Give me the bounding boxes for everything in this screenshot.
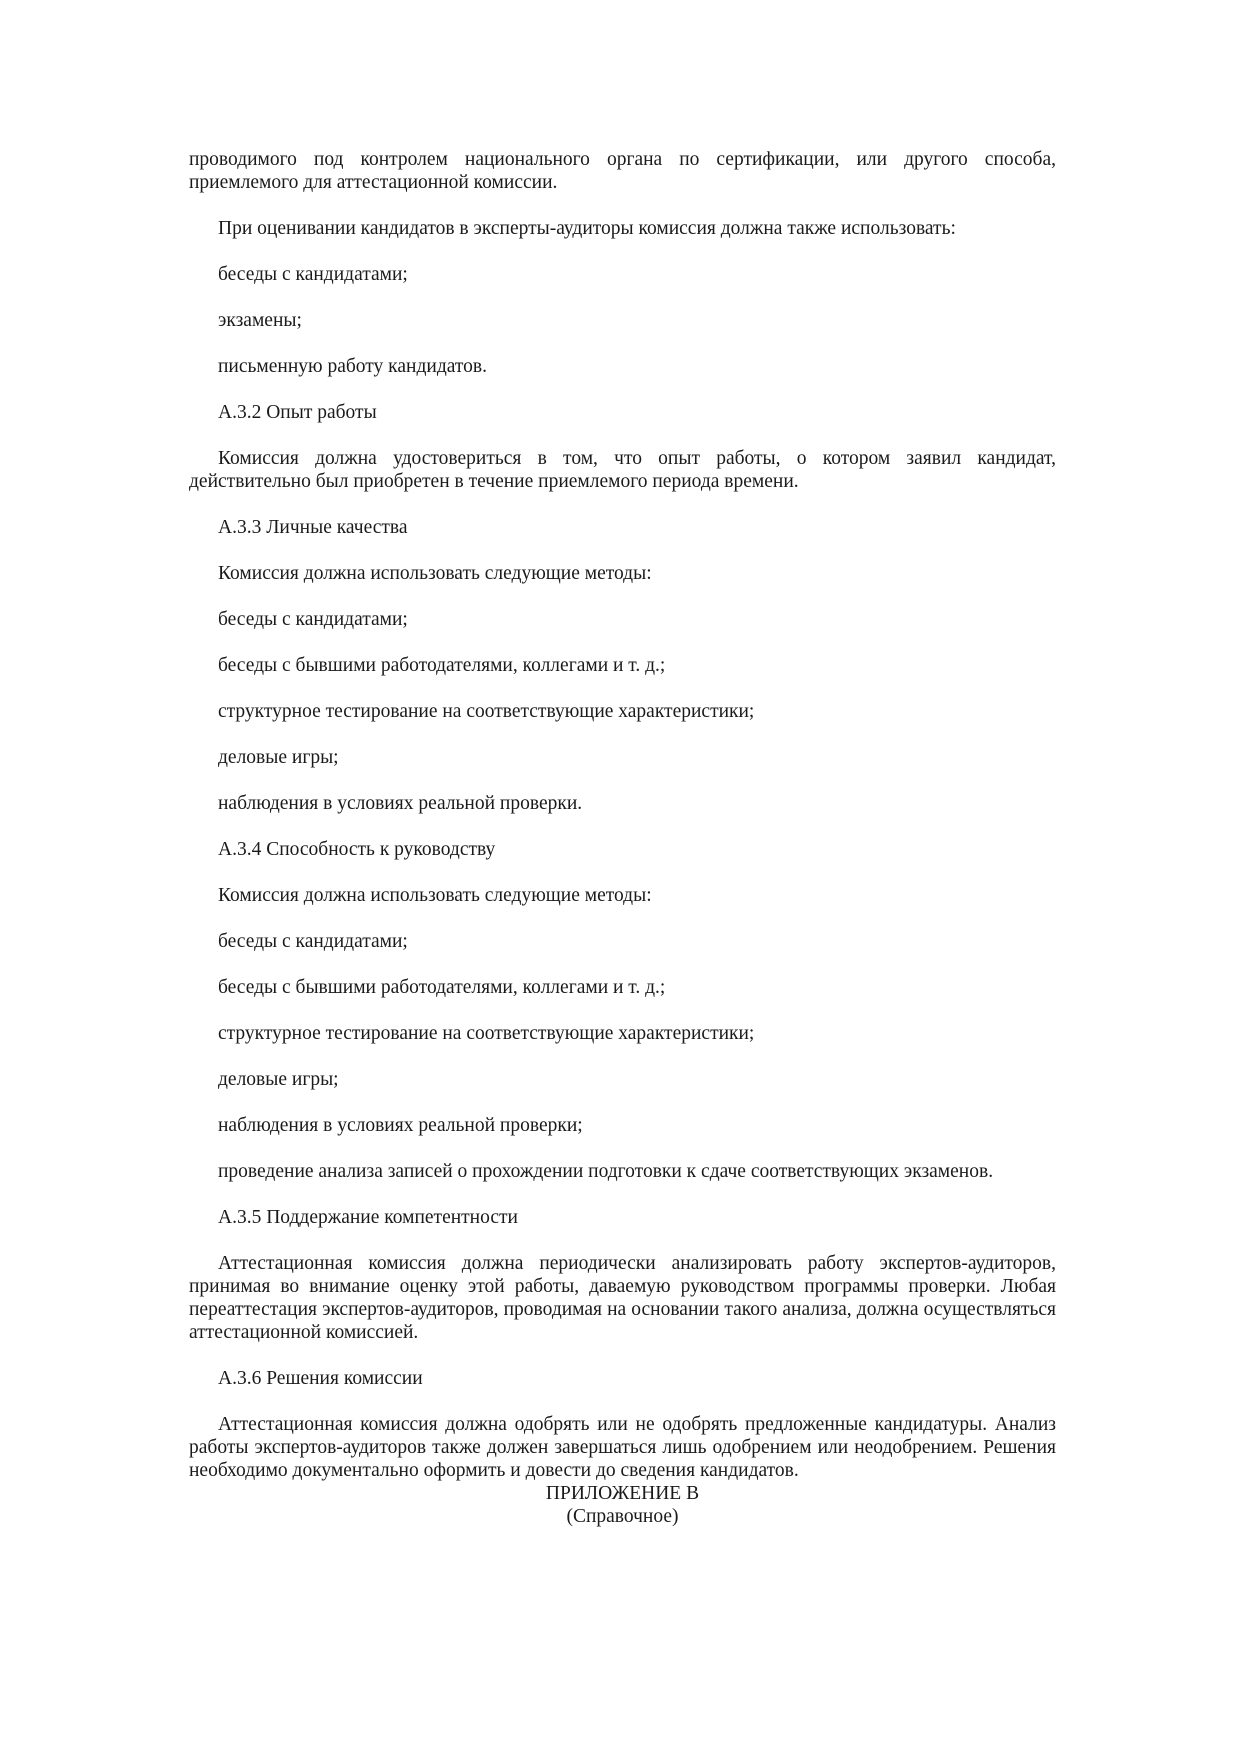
section-heading-a32: А.3.2 Опыт работы <box>218 402 377 423</box>
list-item: наблюдения в условиях реальной проверки; <box>218 1115 583 1136</box>
paragraph-experience: Комиссия должна удостовериться в том, что опыт работы, о котором заявил кандидат, действительно был приобретен в течение приемлемого периода времени. <box>189 448 1056 492</box>
paragraph-methods-intro: Комиссия должна использовать следующие методы: <box>218 563 652 584</box>
section-heading-a36: А.3.6 Решения комиссии <box>218 1368 423 1389</box>
list-item: экзамены; <box>218 310 302 331</box>
appendix-title: ПРИЛОЖЕНИЕ В <box>545 1483 700 1504</box>
list-item: деловые игры; <box>218 1069 339 1090</box>
appendix-subtitle: (Справочное) <box>566 1506 679 1527</box>
paragraph-evaluation-intro: При оценивании кандидатов в эксперты-аудиторы комиссия должна также использовать: <box>218 218 956 239</box>
section-heading-a34: А.3.4 Способность к руководству <box>218 839 496 860</box>
list-item: письменную работу кандидатов. <box>218 356 487 377</box>
list-item: структурное тестирование на соответствующие характеристики; <box>218 1023 755 1044</box>
document-page <box>189 148 1056 1528</box>
section-heading-a35: А.3.5 Поддержание компетентности <box>218 1207 518 1228</box>
list-item: беседы с кандидатами; <box>218 931 408 952</box>
list-item: беседы с бывшими работодателями, коллегами и т. д.; <box>218 655 666 676</box>
list-item: наблюдения в условиях реальной проверки. <box>218 793 583 814</box>
paragraph-decisions: Аттестационная комиссия должна одобрять или не одобрять предложенные кандидатуры. Анализ работы экспертов-аудиторов также должен завершаться лишь одобрением или неодобрением. Решения необходимо документально оформить и довести до сведения кандидатов. <box>189 1414 1056 1481</box>
list-item: беседы с кандидатами; <box>218 609 408 630</box>
list-item: беседы с кандидатами; <box>218 264 408 285</box>
list-item: беседы с бывшими работодателями, коллегами и т. д.; <box>218 977 666 998</box>
paragraph-competence: Аттестационная комиссия должна периодически анализировать работу экспертов-аудиторов, принимая во внимание оценку этой работы, даваемую руководством программы проверки. Любая переаттестация экспертов-аудиторов, проводимая на основании такого анализа, должна осуществляться аттестационной комиссией. <box>189 1253 1056 1343</box>
section-heading-a33: А.3.3 Личные качества <box>218 517 408 538</box>
list-item: деловые игры; <box>218 747 339 768</box>
paragraph-continuation: проводимого под контролем национального органа по сертификации, или другого способа, приемлемого для аттестационной комиссии. <box>189 149 1056 193</box>
list-item: структурное тестирование на соответствующие характеристики; <box>218 701 755 722</box>
paragraph-methods-intro: Комиссия должна использовать следующие методы: <box>218 885 652 906</box>
list-item: проведение анализа записей о прохождении подготовки к сдаче соответствующих экзаменов. <box>218 1161 994 1182</box>
